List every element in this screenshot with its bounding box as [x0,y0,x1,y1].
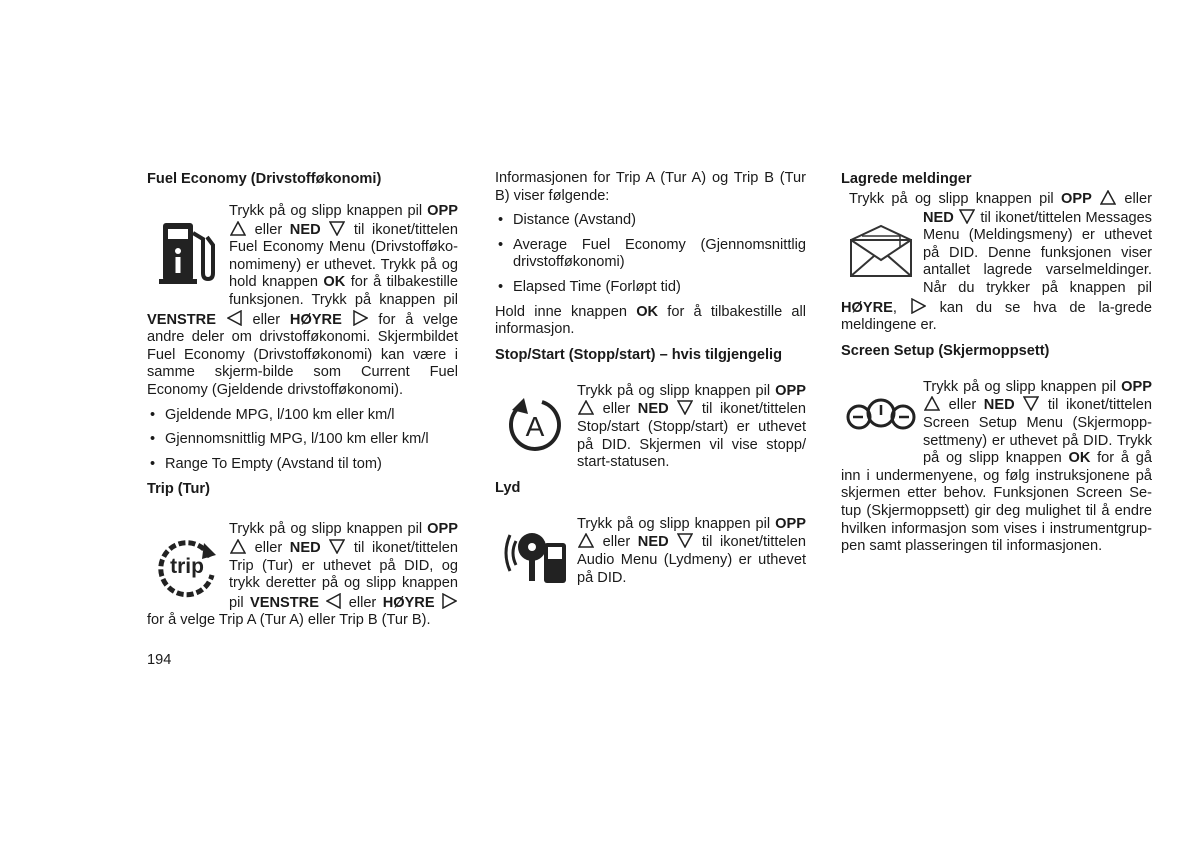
column-2 [495,170,806,594]
arrow-up-icon [924,396,940,411]
heading-stored-messages: Lagrede meldinger [841,171,972,187]
arrow-right-icon [911,298,926,314]
list-item: • Elapsed Time (Forløpt tid) [498,278,681,295]
arrow-down-icon [329,539,345,554]
arrow-up-icon [578,400,594,415]
trip-paragraph: Trykk på og slipp knappen pil OPP eller NED til ikonet/tittelen Trip (Tur) er uthevet på DID, og trykk deretter på og slipp knappen pil VENSTRE eller HØYRE for å velge Trip A (Tur A) eller Trip B (Tur B). [147,521,458,629]
trip-info-intro: Informasjonen for Trip A (Tur A) og Trip B (Tur B) viser følgende: [495,170,806,204]
arrow-right-icon [353,310,368,326]
screen-setup-paragraph: Trykk på og slipp knappen pil OPP eller NED til ikonet/tittelen Screen Setup Menu (Skjermopp-settmeny) er uthevet på DID. Trykk på og slipp knappen OK for å gå inn i undermenyene, og følg instruksjonene på skjermen etter behov. Funksjonen Screen Se-tup (Skjermoppsett) gir deg mulighet til å endre hvilken informasjon som vises i instrumentgrup-pen samt plasseringen til informasjonen. [841,378,1152,555]
trip-icon [147,521,227,611]
svg-text:trip: trip [170,555,204,579]
svg-text:A: A [525,410,545,442]
arrow-left-icon [227,310,242,326]
heading-trip: Trip (Tur) [147,481,210,498]
column-3 [841,170,1152,563]
fuel-bullet-list [147,407,458,474]
arrow-up-icon [578,533,594,548]
fuel-pump-info-icon [147,203,227,299]
arrow-down-icon [329,221,345,236]
list-item: • Average Fuel Economy (Gjennomsnittlig drivstofføkonomi) [498,236,806,271]
audio-icon [495,516,575,592]
heading-fuel-economy: Fuel Economy (Drivstofføkonomi) [147,171,382,187]
heading-lyd: Lyd [495,479,521,496]
arrow-up-icon [230,539,246,554]
arrow-down-icon [677,400,693,415]
stop-start-auto-icon [495,383,575,467]
arrow-up-icon [230,221,246,236]
list-item: • Gjeldende MPG, l/100 km eller km/l [150,406,395,423]
list-item: • Range To Empty (Avstand til tom) [150,455,382,472]
column-1 [147,170,458,637]
list-item: • Distance (Avstand) [498,212,637,229]
fuel-paragraph: Trykk på og slipp knappen pil OPP eller NED til ikonet/tittelen Fuel Economy Menu (Drivstofføko-nomimeny) er uthevet. Trykk på og hold knappen OK for å tilbakestille funksjonen. Trykk på knappen pil VENSTRE eller HØYRE for å velge andre deler om drivstofføkonomi. Skjermbildet Fuel Economy (Drivstofføkonomi) kan være i samme skjerm-bilde som Current Fuel Economy (Gjeldende drivstofføkonomi). [147,203,459,398]
arrow-left-icon [326,593,341,609]
lyd-paragraph: Trykk på og slipp knappen pil OPP eller NED til ikonet/tittelen Audio Menu (Lydmeny) er uthevet på DID. [577,515,806,586]
page-number: 194 [147,652,172,668]
arrow-down-icon [1023,396,1039,411]
messages-paragraph: Trykk på og slipp knappen pil OPP eller NED til ikonet/tittelen Messages Menu (Meldingsmeny) er uthevet på DID. Denne funksjonen viser antallet lagrede varselmeldinger. Når du trykker på knappen pil HØYRE, kan du se hva de la-grede meldingene er. [841,191,1153,334]
heading-stop-start: Stop/Start (Stopp/start) – hvis tilgjengelig [495,346,783,363]
arrow-down-icon [959,209,975,224]
arrow-up-icon [1100,190,1116,205]
trip-bullet-list [495,212,806,296]
envelope-messages-icon [841,209,921,293]
arrow-right-icon [442,593,457,609]
stop-start-paragraph: Trykk på og slipp knappen pil OPP eller NED til ikonet/tittelen Stop/start (Stopp/start) er uthevet på DID. Skjermen vil vise stopp/ start-statusen. [577,382,806,471]
list-item: • Gjennomsnittlig MPG, l/100 km eller km/l [150,431,429,448]
heading-screen-setup: Screen Setup (Skjermoppsett) [841,342,1050,359]
arrow-down-icon [677,533,693,548]
reset-paragraph: Hold inne knappen OK for å tilbakestille all informasjon. [495,303,807,338]
screen-setup-gauges-icon [841,379,921,451]
